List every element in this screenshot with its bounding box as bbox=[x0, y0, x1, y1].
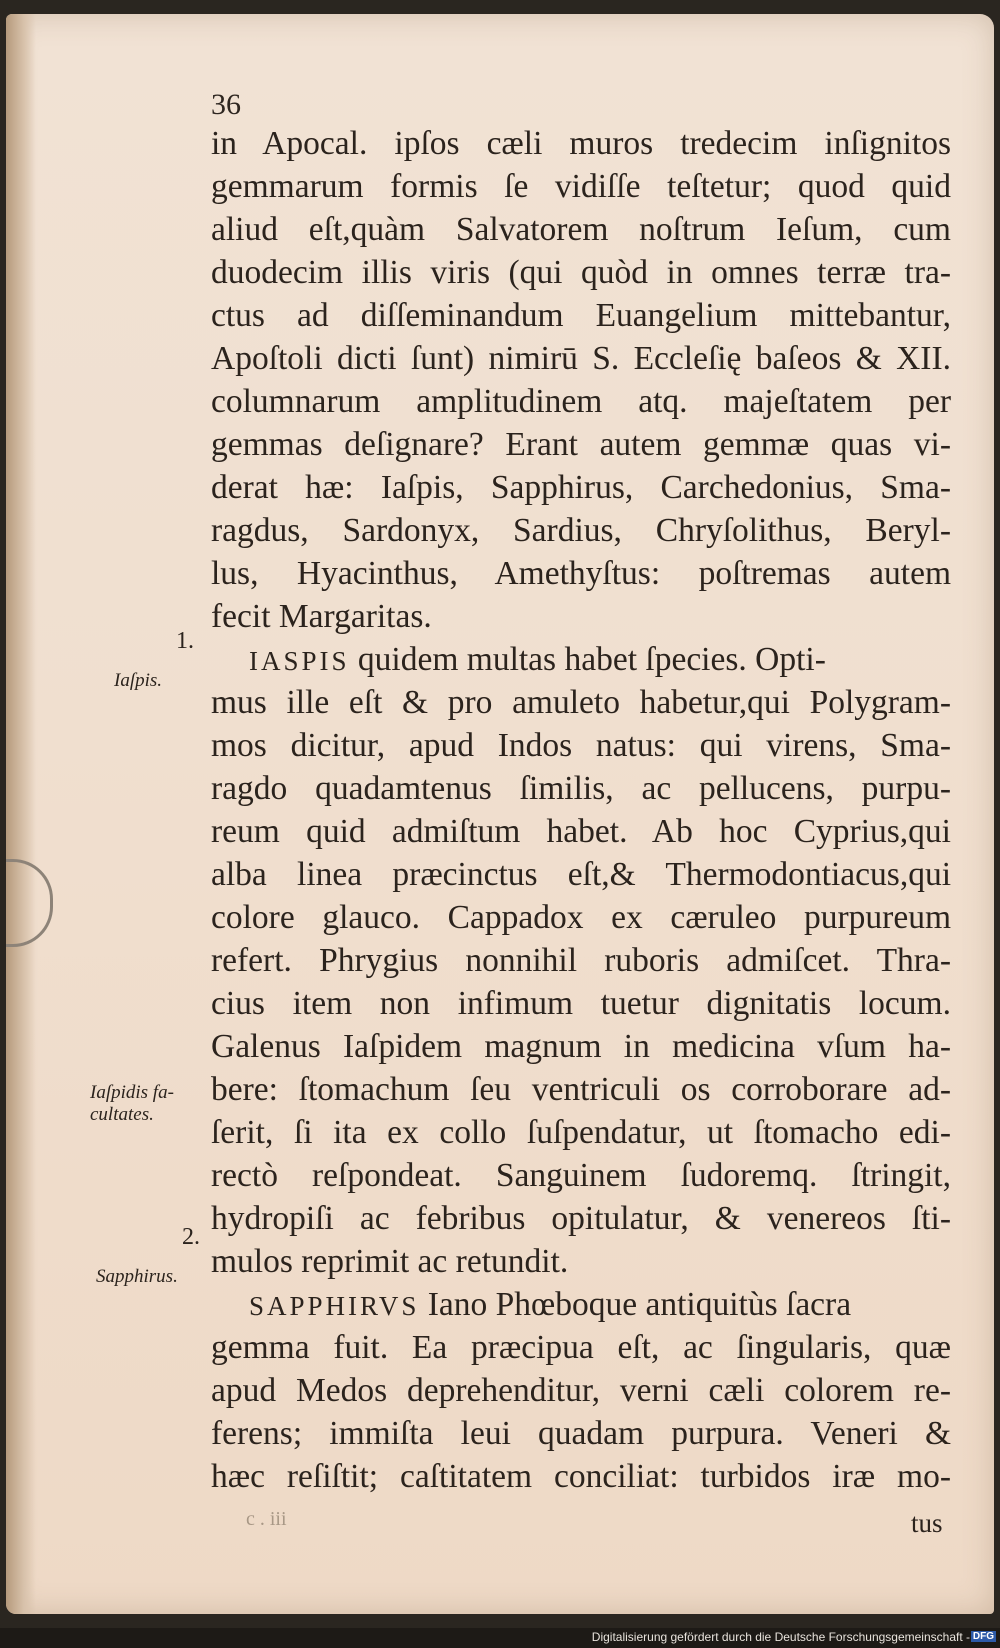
text-line: gemma fuit. Ea præcipua eſt, ac ſingularis, quæ bbox=[211, 1329, 951, 1366]
text-line: rectò reſpondeat. Sanguinem ſudoremq. ſtringit, bbox=[211, 1157, 951, 1194]
marginal-note-sapphirus: Sapphirus. bbox=[96, 1266, 178, 1287]
text-line: lus, Hyacinthus, Amethyſtus: poſtremas autem bbox=[211, 555, 951, 592]
text-line: in Apocal. ipſos cæli muros tredecim inſignitos bbox=[211, 125, 951, 162]
main-text bbox=[211, 122, 951, 1498]
text-line: refert. Phrygius nonnihil ruboris admiſcet. Thra- bbox=[211, 942, 951, 979]
text-line: bere: ſtomachum ſeu ventriculi os corroborare ad- bbox=[211, 1071, 951, 1108]
paragraph-head-sapphirus: SAPPHIRVS bbox=[249, 1291, 420, 1321]
text-line: duodecim illis viris (qui quòd in omnes terræ tra- bbox=[211, 254, 951, 291]
text-fragment: Iano Phœboque antiquitùs ſacra bbox=[427, 1286, 852, 1323]
text-line: colore glauco. Cappadox ex cæruleo purpureum bbox=[211, 899, 951, 936]
text-line: ctus ad diſſeminandum Euangelium mittebantur, bbox=[211, 297, 951, 334]
paragraph-iaspis-first-line bbox=[211, 638, 951, 681]
margin-number-1: 1. bbox=[176, 628, 194, 654]
text-line: cius item non infimum tuetur dignitatis locum. bbox=[211, 985, 951, 1022]
text-line: ragdo quadamtenus ſimilis, ac pellucens, purpu- bbox=[211, 770, 951, 807]
text-line: ferens; immiſta leui quadam purpura. Veneri & bbox=[211, 1415, 951, 1452]
marginal-note-iaspidis-2: cultates. bbox=[90, 1104, 154, 1125]
page-number: 36 bbox=[211, 88, 241, 121]
page-clip bbox=[6, 859, 53, 947]
book-page bbox=[6, 14, 994, 1614]
marginal-note-iaspidis-1: Iaſpidis fa- bbox=[90, 1082, 174, 1103]
text-line: alba linea præcinctus eſt,& Thermodontiacus,qui bbox=[211, 856, 951, 893]
text-line: mos dicitur, apud Indos natus: qui virens, Sma- bbox=[211, 727, 951, 764]
text-line: Galenus Iaſpidem magnum in medicina vſum ha- bbox=[211, 1028, 951, 1065]
text-line: mus ille eſt & pro amuleto habetur,qui Polygram- bbox=[211, 684, 951, 721]
page-spine-shadow bbox=[6, 14, 36, 1614]
text-line: Apoſtoli dicti ſunt) nimirū S. Eccleſię baſeos & XII. bbox=[211, 340, 951, 377]
text-fragment: quidem multas habet ſpecies. Opti- bbox=[357, 641, 826, 678]
margin-number-2: 2. bbox=[182, 1224, 200, 1250]
dfg-logo: DFG bbox=[972, 1631, 994, 1642]
text-line: apud Medos deprehenditur, verni cæli colorem re- bbox=[211, 1372, 951, 1409]
text-line: gemmarum formis ſe vidiſſe teſtetur; quod quid bbox=[211, 168, 951, 205]
text-line: columnarum amplitudinem atq. majeſtatem per bbox=[211, 383, 951, 420]
text-line: ragdus, Sardonyx, Sardius, Chryſolithus, Beryl- bbox=[211, 512, 951, 549]
text-line: fecit Margaritas. bbox=[211, 598, 432, 635]
text-line: reum quid admiſtum habet. Ab hoc Cyprius,qui bbox=[211, 813, 951, 850]
catchword: tus bbox=[911, 1508, 943, 1538]
footer-bar bbox=[0, 1628, 1000, 1648]
paragraph-sapphirus-first-line bbox=[211, 1283, 951, 1326]
text-line: hæc reſiſtit; caſtitatem conciliat: turbidos iræ mo- bbox=[211, 1458, 951, 1495]
text-line: aliud eſt,quàm Salvatorem noſtrum Ieſum, cum bbox=[211, 211, 951, 248]
text-line: derat hæ: Iaſpis, Sapphirus, Carchedonius, Sma- bbox=[211, 469, 951, 506]
paragraph-head-iaspis: IASPIS bbox=[249, 646, 350, 676]
signature-mark: c . iii bbox=[246, 1508, 287, 1530]
funding-credit: Digitalisierung gefördert durch die Deutsche Forschungsgemeinschaft - bbox=[591, 1630, 970, 1644]
text-line: gemmas deſignare? Erant autem gemmæ quas vi- bbox=[211, 426, 951, 463]
text-line: mulos reprimit ac retundit. bbox=[211, 1243, 569, 1280]
marginal-note-iaspis: Iaſpis. bbox=[114, 670, 163, 691]
text-line: ſerit, ſi ita ex collo ſuſpendatur, ut ſtomacho edi- bbox=[211, 1114, 951, 1151]
text-line: hydropiſi ac febribus opitulatur, & venereos ſti- bbox=[211, 1200, 951, 1237]
